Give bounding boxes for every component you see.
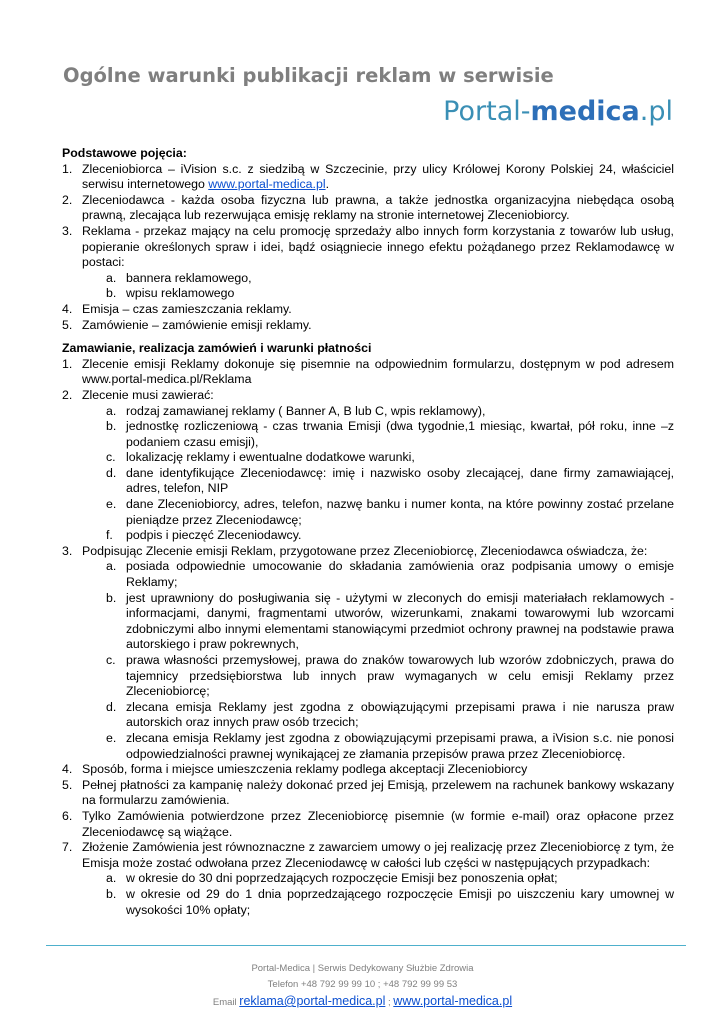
brand-part-2: medica: [530, 96, 640, 127]
sub-list-item: [106, 528, 674, 544]
item-number: 5.: [62, 317, 73, 332]
sub-list-item: [106, 653, 674, 700]
document-body: [62, 146, 674, 918]
sub-item-text: dane identyfikujące Zleceniodawcę: imię i nazwisko osoby zlecającej, dane firmy zamawiającej, adres, telefon, NIP: [126, 465, 674, 496]
sub-item-letter: b.: [106, 419, 117, 434]
item-text: Zamówienie – zamówienie emisji reklamy.: [82, 317, 312, 332]
item-text: Zlecenie emisji Reklamy dokonuje się pisemnie na odpowiednim formularzu, dostępnym w pod adresem www.portal-medica.pl/Reklama: [82, 356, 674, 387]
sub-list-item: [106, 450, 674, 466]
sub-item-letter: a.: [106, 559, 117, 574]
list-item: [62, 778, 674, 809]
list-item: [62, 302, 674, 318]
list-item: [62, 318, 674, 334]
sub-list-item: [106, 466, 674, 497]
sub-item-text: rodzaj zamawianej reklamy ( Banner A, B lub C, wpis reklamowy),: [126, 403, 486, 418]
brand-logo: [443, 96, 673, 127]
sub-list: [106, 559, 674, 762]
sub-item-text: bannera reklamowego,: [126, 270, 252, 285]
footer-separator: ;: [385, 997, 394, 1008]
item-text-end: .: [325, 177, 329, 192]
sub-item-text: prawa własności przemysłowej, prawa do znaków towarowych lub wzorów zdobniczych, prawa do tajemnicy przedsiębiorstwa lub innych praw wymaganych w celu emisji Reklamy przez Zleceniobiorcę;: [126, 653, 674, 699]
item-text: Tylko Zamówienia potwierdzone przez Zleceniobiorcę pisemnie (w formie e-mail) oraz opłacone przez Zleceniodawcę są wiążące.: [82, 808, 674, 839]
item-number: 5.: [62, 777, 73, 792]
list-item: [62, 809, 674, 840]
list-item: [62, 388, 674, 544]
page-title: Ogólne warunki publikacji reklam w serwisie: [63, 64, 554, 87]
item-text: Podpisując Zlecenie emisji Reklam, przygotowane przez Zleceniobiorcę, Zleceniodawca oświadcza, że:: [82, 543, 648, 558]
list-item: [62, 224, 674, 302]
sub-list-item: [106, 591, 674, 653]
item-text: Złożenie Zamówienia jest równoznaczne z zawarciem umowy o jej realizację przez Zleceniobiorcę z tym, że Emisja może zostać odwołana przez Zleceniodawcę w całości lub części w następujących przypadkach:: [82, 840, 674, 870]
sub-item-letter: d.: [106, 465, 117, 480]
footer-divider: [46, 945, 686, 946]
sub-item-letter: b.: [106, 590, 117, 605]
footer-website-link[interactable]: www.portal-medica.pl: [393, 994, 513, 1008]
page-footer: [0, 961, 725, 1011]
sub-list-item: [106, 497, 674, 528]
sub-item-text: zlecana emisja Reklamy jest zgodna z obowiązującymi przepisami prawa i nie narusza praw autorskich oraz innych praw osób trzecich;: [126, 699, 674, 730]
brand-part-1: Portal-: [443, 96, 531, 127]
list-item: [62, 840, 674, 918]
sub-list-item: [106, 731, 674, 762]
sub-item-text: w okresie do 30 dni poprzedzających rozpoczęcie Emisji bez ponoszenia opłat;: [126, 871, 558, 886]
footer-contact-line: [0, 993, 725, 1011]
list-item: [62, 162, 674, 193]
item-text: Sposób, forma i miejsce umieszczenia reklamy podlega akceptacji Zleceniobiorcy: [82, 762, 528, 777]
item-text: Pełnej płatności za kampanię należy dokonać przed jej Emisją, przelewem na rachunek bankowy wskazany na formularzu zamówienia.: [82, 777, 674, 808]
sub-item-text: podpis i pieczęć Zleceniodawcy.: [126, 528, 302, 543]
sub-item-text: dane Zleceniobiorcy, adres, telefon, nazwę banku i numer konta, na które powinny zostać przelane pieniądze przez Zleceniodawcę;: [126, 497, 674, 527]
sub-item-text: posiada odpowiednie umocowanie do składania zamówienia oraz podpisania umowy o emisje Reklamy;: [126, 559, 674, 590]
sub-list-item: [106, 419, 674, 450]
orders-list: [62, 357, 674, 918]
sub-list: [106, 271, 674, 302]
item-text: Zleceniobiorca – iVision s.c. z siedzibą w Szczecinie, przy ulicy Królowej Korony Polskiej 24, właściciel serwisu internetowego: [82, 161, 674, 192]
portal-link[interactable]: www.portal-medica.pl: [208, 177, 326, 192]
footer-email-link[interactable]: reklama@portal-medica.pl: [239, 994, 386, 1008]
item-number: 2.: [62, 192, 73, 207]
item-number: 1.: [62, 161, 73, 176]
list-item: [62, 762, 674, 778]
sub-list-item: [106, 700, 674, 731]
brand-part-3: .pl: [639, 96, 673, 127]
item-text: Emisja – czas zamieszczania reklamy.: [82, 301, 292, 316]
sub-item-letter: b.: [106, 886, 117, 901]
item-number: 4.: [62, 762, 73, 777]
sub-list: [106, 871, 674, 918]
sub-list-item: [106, 559, 674, 590]
sub-list-item: [106, 286, 674, 302]
sub-list-item: [106, 887, 674, 918]
basic-terms-list: [62, 162, 674, 334]
sub-item-letter: e.: [106, 497, 117, 512]
sub-list-item: [106, 271, 674, 287]
sub-item-letter: c.: [106, 653, 116, 667]
sub-item-letter: b.: [106, 286, 117, 301]
sub-item-text: w okresie od 29 do 1 dnia poprzedzającego rozpoczęcie Emisji po uiszczeniu kary umownej w wysokości 10% opłaty;: [126, 886, 674, 917]
item-number: 4.: [62, 301, 73, 316]
item-text: Zlecenie musi zawierać:: [82, 387, 214, 402]
item-number: 1.: [62, 356, 73, 371]
footer-phone-line: Telefon +48 792 99 99 10 ; +48 792 99 99 53: [267, 979, 458, 990]
footer-email-label: Email: [212, 997, 240, 1008]
list-item: [62, 193, 674, 224]
sub-item-text: zlecana emisja Reklamy jest zgodna z obowiązującymi przepisami prawa, a iVision s.c. nie ponosi odpowiedzialności prawnej wynikającej ze złamania przepisów prawa przez Zleceniobiorcę.: [126, 730, 674, 761]
item-text: Zleceniodawca - każda osoba fizyczna lub prawna, a także jednostka organizacyjna niebędąca osobą prawną, zlecająca lub rezerwująca emisję reklamy na stronie internetowej Zleceniobiorcy.: [82, 192, 674, 223]
item-number: 3.: [62, 223, 73, 238]
section-heading-basic-terms: Podstawowe pojęcia:: [62, 146, 187, 160]
sub-item-letter: f.: [106, 528, 113, 543]
item-number: 7.: [62, 840, 73, 855]
list-item: [62, 357, 674, 388]
sub-item-text: jest uprawniony do posługiwania się - użytymi w zleconych do emisji materiałach reklamowych - informacjami, danymi, fragmentami utworów, wizerunkami, znakami towarowymi lub wzorcami zdobniczymi albo innymi elementami stanowiącymi przedmiot ochrony prawnej na podstawie prawa autorskiego i praw pokrewnych,: [126, 590, 674, 652]
sub-item-letter: a.: [106, 403, 117, 418]
item-number: 6.: [62, 808, 73, 823]
section-heading-orders-payments: Zamawianie, realizacja zamówień i warunki płatności: [62, 341, 372, 356]
sub-item-letter: d.: [106, 699, 117, 714]
sub-list-item: [106, 404, 674, 420]
sub-list-item: [106, 871, 674, 887]
sub-item-letter: e.: [106, 730, 117, 745]
sub-item-letter: c.: [106, 450, 116, 465]
item-text: Reklama - przekaz mający na celu promocję sprzedaży albo innych form korzystania z towarów lub usług, popieranie określonych spraw i idei, bądź osiągniecie innego efektu pożądanego przez Reklamodawcę w postaci:: [82, 223, 674, 270]
footer-company-line: Portal-Medica | Serwis Dedykowany Służbie Zdrowia: [251, 963, 474, 974]
sub-item-letter: a.: [106, 871, 117, 886]
sub-item-text: lokalizację reklamy i ewentualne dodatkowe warunki,: [126, 450, 415, 465]
item-number: 2.: [62, 387, 73, 402]
sub-item-letter: a.: [106, 270, 117, 285]
sub-list: [106, 404, 674, 544]
sub-item-text: jednostkę rozliczeniową - czas trwania Emisji (dwa tygodnie,1 miesiąc, kwartał, pół roku, inne –z podaniem czasu emisji),: [126, 419, 674, 449]
item-number: 3.: [62, 543, 73, 558]
sub-item-text: wpisu reklamowego: [126, 286, 235, 301]
list-item: [62, 544, 674, 762]
